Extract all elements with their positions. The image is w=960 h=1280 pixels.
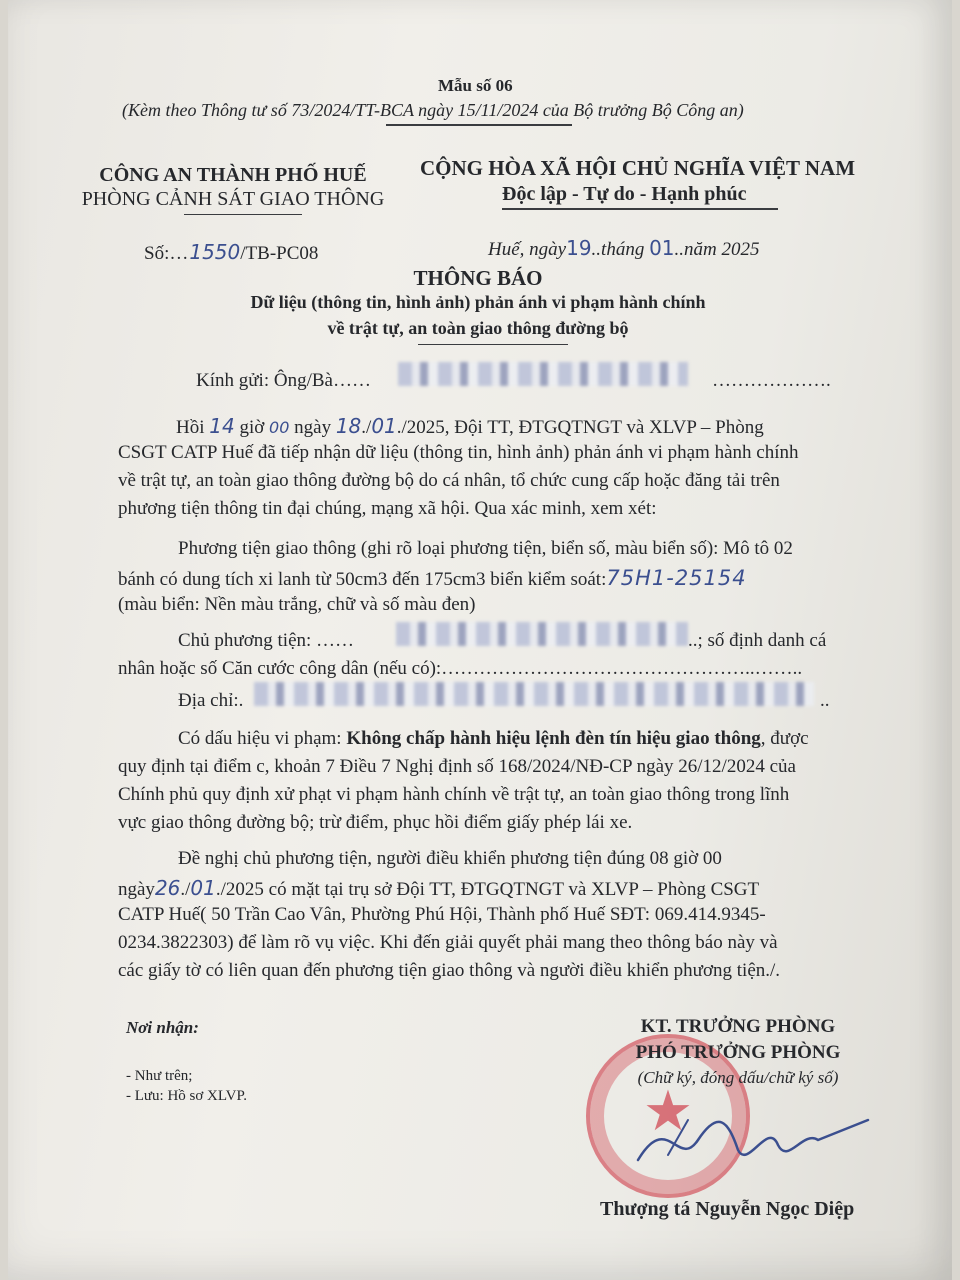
- sign-note: (Chữ ký, đóng dấu/chữ ký số): [637, 1068, 839, 1087]
- request-month-handwritten: 01: [190, 876, 216, 900]
- para1-line2: CSGT CATP Huế đã tiếp nhận dữ liệu (thông tin, hình ảnh) phản ánh vi phạm hành chính: [118, 442, 799, 463]
- violation-label: Có dấu hiệu vi phạm:: [178, 728, 342, 749]
- document-number: Số:…1550/TB-PC08: [144, 240, 319, 264]
- p1-text-d: /2025, Đội TT, ĐTGQTNGT và XLVP – Phòng: [401, 417, 764, 438]
- seal-star-icon: ★: [642, 1079, 694, 1144]
- date-year: năm 2025: [684, 239, 760, 260]
- license-plate-handwritten: 75H1-25154: [606, 566, 747, 590]
- vehicle-line3: (màu biển: Nền màu trắng, chữ và số màu đen): [118, 594, 476, 615]
- nation-motto: Độc lập - Tự do - Hạnh phúc: [502, 183, 747, 205]
- violation-line3: Chính phủ quy định xử phạt vi phạm hành chính về trật tự, an toàn giao thông trong lĩnh: [118, 784, 790, 805]
- nation-title: CỘNG HÒA XÃ HỘI CHỦ NGHĨA VIỆT NAM: [420, 156, 856, 180]
- redacted-address: [254, 682, 814, 706]
- p1-minute-handwritten: 00: [269, 418, 290, 437]
- form-number: Mẫu số 06: [438, 76, 513, 95]
- vehicle-line1: Phương tiện giao thông (ghi rõ loại phương tiện, biển số, màu biển số): Mô tô 02: [178, 538, 793, 559]
- request-line2: ngày26./01./2025 có mặt tại trụ sở Đội TT, ĐTGQTNGT và XLVP – Phòng CSGT: [118, 876, 760, 900]
- vehicle-plate-label: bánh có dung tích xi lanh từ 50cm3 đến 175cm3 biển kiểm soát:: [118, 569, 607, 590]
- request-day-label: ngày: [118, 879, 155, 900]
- p1-hour-handwritten: 14: [209, 414, 235, 438]
- sign-title-1: KT. TRƯỞNG PHÒNG: [640, 1016, 836, 1037]
- p1-month-handwritten: 01: [371, 414, 397, 438]
- request-line4: 0234.3822303) để làm rõ vụ việc. Khi đến giải quyết phải mang theo thông báo này và: [118, 932, 778, 953]
- request-line5: các giấy tờ có liên quan đến phương tiện giao thông và người điều khiển phương tiện./.: [118, 960, 781, 981]
- date-month-label: tháng: [601, 239, 645, 260]
- para1-line1: Hồi 14 giờ 00 ngày 18./01./2025, Đội TT, ĐTGQTNGT và XLVP – Phòng: [176, 414, 764, 438]
- form-reference: (Kèm theo Thông tư số 73/2024/TT-BCA ngày 15/11/2024 của Bộ trưởng Bộ Công an): [122, 100, 744, 120]
- motto-underline: [502, 208, 778, 210]
- para1-line3: về trật tự, an toàn giao thông đường bộ do cá nhân, tổ chức cung cấp hoặc đăng tải trên: [118, 470, 780, 491]
- signer-name: Thượng tá Nguyễn Ngọc Diệp: [600, 1198, 855, 1220]
- violation-line2: quy định tại điểm c, khoản 7 Điều 7 Nghị định số 168/2024/NĐ-CP ngày 26/12/2024 của: [118, 756, 796, 777]
- p1-text-a: Hồi: [176, 417, 205, 438]
- violation-description: Không chấp hành hiệu lệnh đèn tín hiệu giao thông: [346, 728, 761, 749]
- owner-tail: ..; số định danh cá: [688, 630, 827, 651]
- agency-name: CÔNG AN THÀNH PHỐ HUẾ: [99, 164, 367, 186]
- notice-subtitle-1: Dữ liệu (thông tin, hình ảnh) phản ánh vi phạm hành chính: [250, 292, 706, 312]
- violation-rest: , được: [760, 728, 809, 749]
- redacted-owner-name: [396, 622, 688, 646]
- issue-date: Huế, ngày19..tháng 01..năm 2025: [488, 236, 760, 260]
- recipient-1: - Như trên;: [126, 1068, 193, 1084]
- title-underline: [418, 344, 568, 345]
- agency-department: PHÒNG CẢNH SÁT GIAO THÔNG: [81, 188, 385, 210]
- date-month-handwritten: 01: [649, 236, 675, 260]
- doc-no-suffix: /TB-PC08: [240, 243, 319, 264]
- p1-text-b: giờ: [239, 417, 265, 438]
- request-line3: CATP Huế( 50 Trần Cao Vân, Phường Phú Hội, Thành phố Huế SĐT: 069.414.9345-: [118, 904, 766, 925]
- para1-line4: phương tiện thông tin đại chúng, mạng xã hội. Qua xác minh, xem xét:: [118, 498, 657, 519]
- address-label: Địa chỉ:.: [178, 690, 244, 711]
- request-line1: Đề nghị chủ phương tiện, người điều khiển phương tiện đúng 08 giờ 00: [178, 848, 722, 869]
- request-day-handwritten: 26: [154, 876, 181, 900]
- doc-no-prefix: Số:: [144, 243, 170, 264]
- form-ref-underline: [386, 124, 572, 126]
- vehicle-line2: [118, 566, 747, 591]
- doc-no-handwritten: 1550: [189, 240, 241, 264]
- redacted-recipient-name: [398, 362, 688, 386]
- owner-label: Chủ phương tiện: ……: [178, 630, 355, 651]
- address-tail: ..: [820, 690, 830, 711]
- notice-subtitle-2: về trật tự, an toàn giao thông đường bộ: [327, 318, 629, 338]
- handwritten-signature: [628, 1100, 888, 1180]
- sign-title-2: PHÓ TRƯỞNG PHÒNG: [635, 1042, 841, 1063]
- violation-line1: [178, 728, 809, 750]
- agency-underline: [184, 214, 302, 215]
- document-page: [8, 0, 952, 1280]
- citizen-id-line: nhân hoặc số Căn cước công dân (nếu có):…………………………………………..……..: [118, 658, 803, 679]
- date-prefix: Huế, ngày: [488, 239, 567, 260]
- recipients-title: Nơi nhận:: [126, 1018, 199, 1037]
- p1-day-handwritten: 18: [335, 414, 362, 438]
- request-text-b: /2025 có mặt tại trụ sở Đội TT, ĐTGQTNGT và XLVP – Phòng CSGT: [220, 879, 760, 900]
- p1-text-c: ngày: [294, 417, 332, 438]
- greeting-dots: ……………….: [712, 370, 831, 391]
- greeting-label: Kính gửi: Ông/Bà……: [196, 370, 371, 391]
- recipient-2: - Lưu: Hồ sơ XLVP.: [126, 1088, 247, 1104]
- notice-title: THÔNG BÁO: [413, 266, 543, 290]
- date-day-handwritten: 19: [566, 236, 592, 260]
- violation-line4: vực giao thông đường bộ; trừ điểm, phục hồi điểm giấy phép lái xe.: [118, 812, 633, 833]
